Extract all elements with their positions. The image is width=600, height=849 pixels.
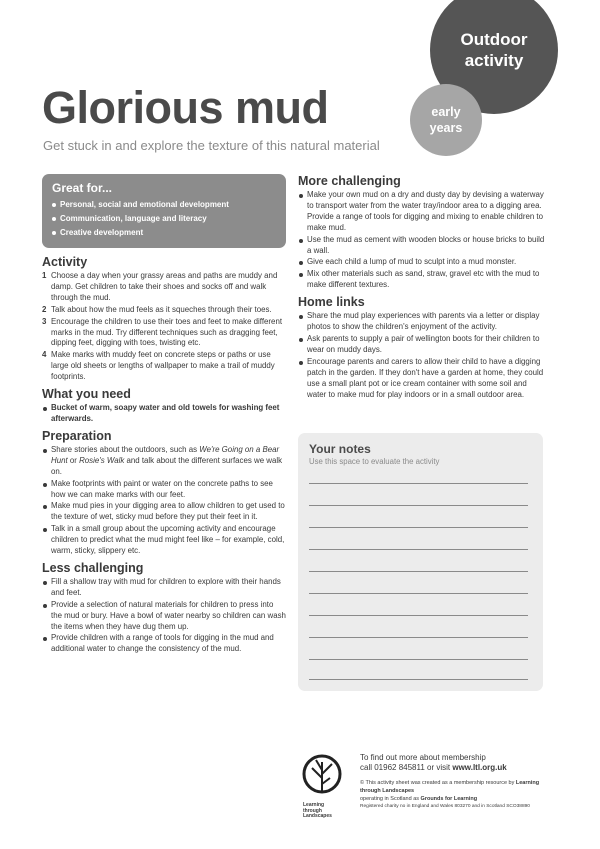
bullet-icon [299, 239, 303, 243]
list-item-text: Ask parents to supply a pair of wellington boots for their children to wear on muddy days. [307, 333, 540, 354]
bullet-icon [43, 407, 47, 411]
great-for-item [52, 226, 278, 240]
activity-step [42, 271, 286, 304]
step-text: Talk about how the mud feels as it squeches through their toes. [51, 304, 272, 314]
logo-text-line: through [303, 807, 322, 814]
activity-step [42, 350, 286, 383]
notes-writing-line[interactable] [309, 527, 528, 528]
logo-text-line: Learning [303, 802, 325, 808]
step-number: 1 [42, 271, 47, 280]
list-item-text: or [67, 455, 80, 465]
page-title: Glorious mud [42, 82, 329, 133]
early-badge-line2: years [429, 121, 463, 135]
list-item-text: Provide a selection of natural materials for children to press into the mud or bury. Have a bowl of water nearby so children can wash the items when they have dug them up. [51, 599, 286, 631]
great-for-list [52, 198, 278, 240]
bullet-icon [43, 528, 47, 532]
book-title: Rosie's Walk [79, 455, 125, 465]
list-item [42, 403, 286, 425]
list-item-text: Make footprints with paint or water on the concrete paths to see how we can make marks with our feet. [51, 478, 273, 499]
footer-scotland-text: operating in Scotland as [360, 796, 421, 802]
notes-writing-line[interactable] [309, 659, 528, 660]
bullet-icon [43, 505, 47, 509]
outdoor-badge-line2: activity [464, 51, 524, 70]
more-challenging-heading: More challenging [298, 174, 401, 188]
list-item-text: Bucket of warm, soapy water and old towels for washing feet afterwards. [51, 403, 280, 423]
list-item [42, 479, 286, 501]
bullet-icon [43, 449, 47, 453]
footer-membership-text: To find out more about membership [360, 753, 486, 762]
less-challenging-heading: Less challenging [42, 560, 144, 575]
footer-scotland-line [360, 795, 560, 803]
list-item-text: and talk about the different surfaces we walk on. [51, 455, 283, 476]
home-links-list [298, 311, 546, 400]
footer-phone-text: call 01962 845811 or visit [360, 763, 453, 772]
list-item [298, 269, 546, 291]
footer-contact-line [360, 763, 560, 773]
activity-heading: Activity [42, 255, 88, 269]
what-you-need-heading: What you need [42, 387, 131, 402]
outdoor-badge-line1: Outdoor [460, 30, 528, 49]
bullet-icon [299, 338, 303, 342]
footer-charity-line: Registered charity no in England and Wales 803270 and in Scotland SCO38890 [360, 804, 530, 809]
bullet-icon [299, 261, 303, 265]
footer-org-name: Learning through Landscapes [360, 780, 540, 794]
great-for-item-text: Communication, language and literacy [60, 214, 207, 223]
list-item [42, 577, 286, 599]
notes-writing-line[interactable] [309, 505, 528, 506]
list-item-text: Encourage parents and carers to allow their child to have a digging patch in the garden. If they don't have a garden at home, they could use a small plant pot or ice cream container with some soil and water to make mud for play indoors or in a small outdoor area. [307, 356, 544, 399]
notes-writing-line[interactable] [309, 637, 528, 638]
list-item-text: Fill a shallow tray with mud for children to explore with their hands and feet. [51, 576, 281, 597]
list-item [298, 357, 546, 401]
logo-text-line: Landscapes [303, 813, 332, 819]
bullet-icon [299, 194, 303, 198]
footer-website-link[interactable]: www.ltl.org.uk [452, 763, 507, 772]
great-for-item-text: Creative development [60, 228, 144, 237]
logo-wordmark [303, 803, 332, 820]
step-number: 3 [42, 316, 47, 326]
list-item [298, 257, 546, 268]
footer-copyright-text: © This activity sheet was created as a membership resource by [360, 780, 516, 786]
early-years-badge [410, 84, 482, 156]
activity-step [42, 305, 286, 316]
list-item-text: Give each child a lump of mud to sculpt into a mud monster. [307, 257, 517, 267]
preparation-list [42, 445, 286, 557]
footer [360, 753, 560, 810]
footer-scotland-org: Grounds for Learning [420, 796, 478, 802]
list-item-text: Provide children with a range of tools for digging in the mud and additional water to change the consistency of the mud. [51, 633, 274, 654]
list-item [298, 235, 546, 257]
great-for-heading: Great for... [52, 181, 113, 195]
list-item [42, 633, 286, 655]
footer-copyright-line [360, 779, 560, 795]
bullet-icon [52, 231, 56, 235]
step-text: Encourage the children to use their toes and feet to make different marks in the mud. Try different techniques such as dragging feet, dipping feet, digging with toes, twisting etc. [51, 316, 283, 348]
page-subtitle: Get stuck in and explore the texture of this natural material [43, 138, 380, 153]
preparation-heading: Preparation [42, 428, 112, 443]
home-links-heading: Home links [298, 295, 365, 310]
list-item [298, 311, 546, 333]
bullet-icon [43, 483, 47, 487]
list-item-text: Share stories about the outdoors, such as [51, 444, 200, 454]
great-for-item [52, 198, 278, 212]
great-for-item [52, 212, 278, 226]
bullet-icon [299, 273, 303, 277]
list-item [42, 524, 286, 557]
bullet-icon [52, 217, 56, 221]
notes-writing-line[interactable] [309, 571, 528, 572]
bullet-icon [299, 315, 303, 319]
bullet-icon [52, 203, 56, 207]
step-number: 4 [42, 350, 47, 360]
bullet-icon [43, 581, 47, 585]
great-for-box [42, 174, 286, 248]
notes-writing-line[interactable] [309, 483, 528, 484]
early-badge-line1: early [431, 105, 461, 119]
more-challenging-list [298, 190, 546, 291]
step-number: 2 [42, 304, 47, 314]
left-column [42, 174, 286, 659]
book-title: We're Going on a Bear Hunt [51, 444, 280, 465]
notes-writing-line[interactable] [309, 549, 528, 550]
notes-heading: Your notes [309, 442, 371, 456]
list-item [298, 190, 546, 234]
bullet-icon [43, 637, 47, 641]
notes-writing-line[interactable] [309, 615, 528, 616]
list-item-text: Share the mud play experiences with parents via a letter or display photos to show the children's enjoyment of the activity. [307, 311, 540, 332]
list-item [42, 501, 286, 523]
list-item [298, 334, 546, 356]
list-item-text: Use the mud as cement with wooden blocks or house bricks to build a wall. [307, 234, 545, 255]
bullet-icon [299, 361, 303, 365]
right-column [298, 174, 546, 404]
list-item-text: Mix other materials such as sand, straw, gravel etc with the mud to make different textures. [307, 269, 540, 290]
list-item-text: Talk in a small group about the upcoming activity and encourage children to predict what the mud might feel like – for example, cold, warm, sticky, slippery etc. [51, 524, 285, 556]
step-text: Choose a day when your grassy areas and paths are muddy and damp. Get children to take their shoes and socks off and walk through the mud. [51, 271, 278, 302]
notes-writing-line[interactable] [309, 593, 528, 594]
list-item [42, 600, 286, 633]
list-item-text: Make mud pies in your digging area to allow children to get used to the texture of wet, sticky mud before they put their feet in it. [51, 501, 285, 522]
your-notes-box [298, 433, 543, 691]
activity-steps [42, 271, 286, 383]
less-challenging-list [42, 577, 286, 655]
bullet-icon [43, 604, 47, 608]
notes-hint: Use this space to evaluate the activity [309, 457, 440, 466]
notes-writing-line[interactable] [309, 679, 528, 680]
list-item-text: Make your own mud on a dry and dusty day by devising a waterway to transport water from the water tray/indoor area to a digging area. Provide a range of tools for digging and mixing to enable children to make mud. [307, 190, 544, 232]
step-text: Make marks with muddy feet on concrete steps or paths or use large old sheets or lengths of wallpaper to make a trail of muddy footprints. [51, 350, 275, 382]
activity-step [42, 317, 286, 350]
what-you-need-list [42, 403, 286, 425]
list-item [42, 445, 286, 478]
great-for-item-text: Personal, social and emotional development [60, 200, 229, 209]
